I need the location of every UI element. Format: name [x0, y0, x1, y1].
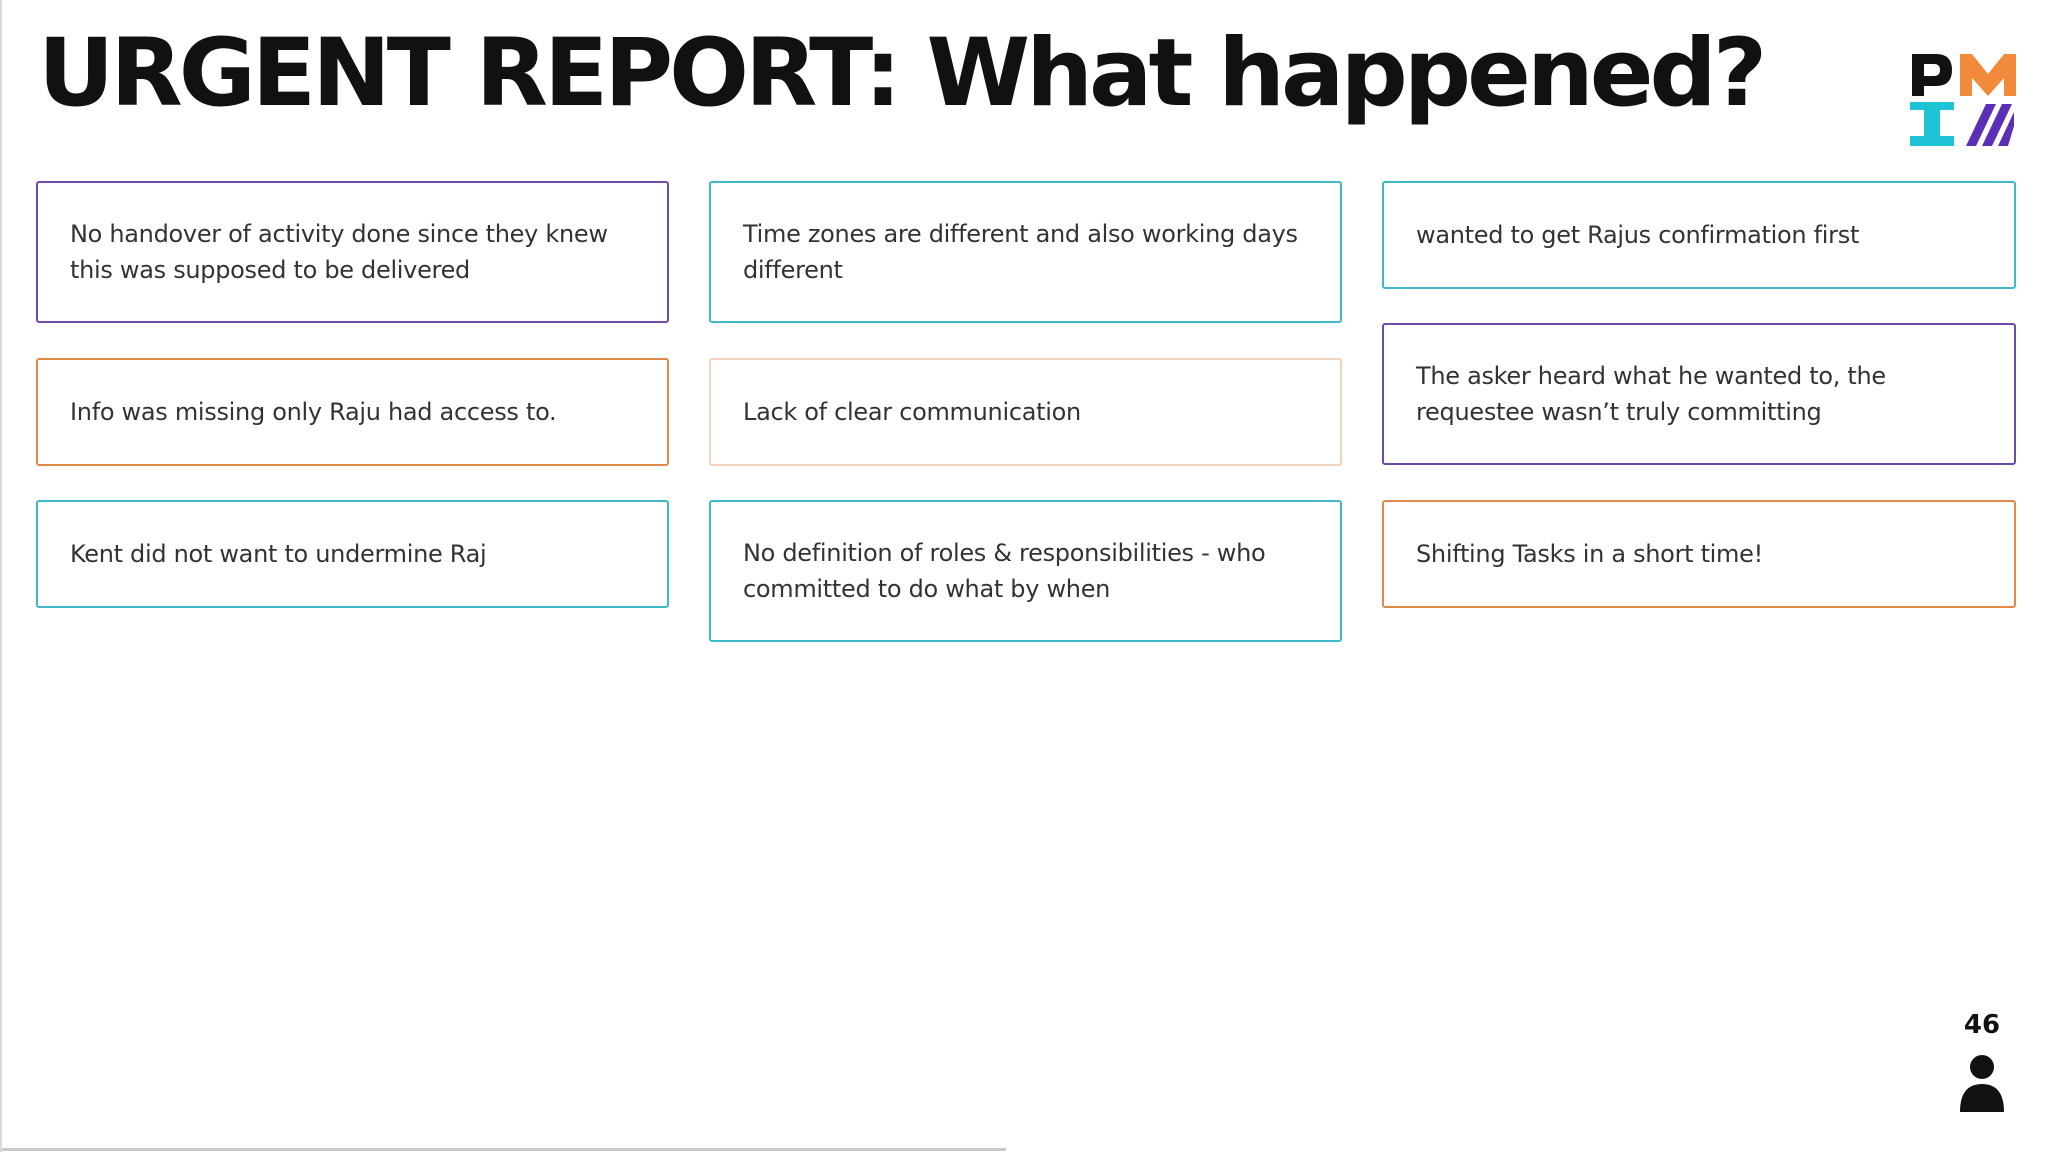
note-text: No definition of roles & responsibilities - who committed to do what by when: [743, 539, 1266, 603]
note-text: wanted to get Rajus confirmation first: [1416, 221, 1860, 249]
note-card-communication: [709, 358, 1342, 466]
note-card-shifting-tasks: [1382, 500, 2016, 608]
note-text: Shifting Tasks in a short time!: [1416, 540, 1763, 568]
note-text: Time zones are different and also working days different: [743, 220, 1298, 284]
note-text: No handover of activity done since they knew this was supposed to be delivered: [70, 220, 608, 284]
slide-title: URGENT REPORT: What happened?: [38, 19, 1764, 128]
bottom-divider: [2, 1148, 1006, 1151]
person-icon: [1958, 1054, 2006, 1112]
note-card-roles: [709, 500, 1342, 642]
note-text: Kent did not want to undermine Raj: [70, 540, 487, 568]
pmi-logo-icon: [1910, 52, 2016, 148]
note-text: Lack of clear communication: [743, 398, 1081, 426]
note-card-handover: [36, 181, 669, 323]
note-text: The asker heard what he wanted to, the requestee wasn’t truly committing: [1416, 362, 1886, 426]
note-card-time-zones: [709, 181, 1342, 323]
note-card-confirmation: [1382, 181, 2016, 289]
note-card-missing-info: [36, 358, 669, 466]
page-number: 46: [1963, 1010, 2001, 1040]
note-card-undermine: [36, 500, 669, 608]
note-card-asker: [1382, 323, 2016, 465]
note-text: Info was missing only Raju had access to.: [70, 398, 557, 426]
